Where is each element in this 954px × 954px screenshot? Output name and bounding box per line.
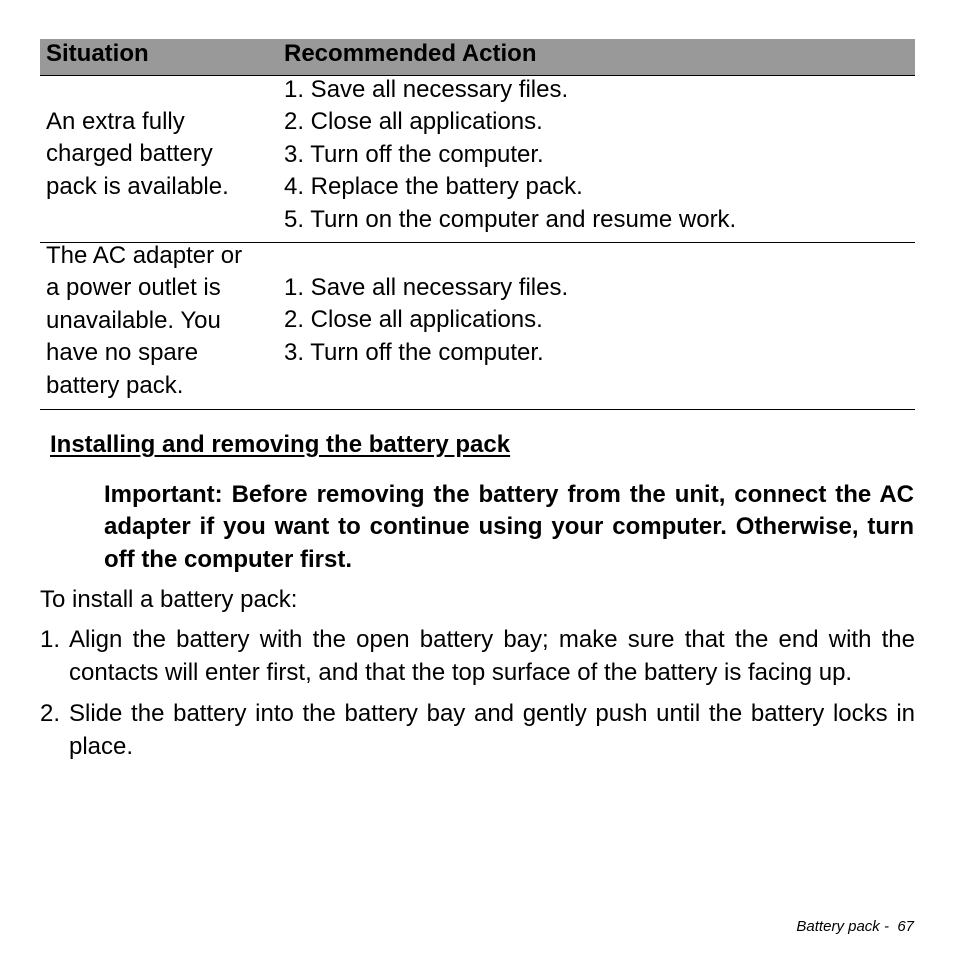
action-step: 1. Save all necessary files.	[284, 274, 569, 301]
step-text: Align the battery with the open battery bay; make sure that the end with the contacts will enter first, and that the top surface of the battery is facing up.	[69, 626, 915, 686]
situation-cell	[46, 240, 242, 402]
list-item	[40, 698, 915, 763]
table-row	[40, 243, 915, 410]
action-step: 2. Close all applications.	[284, 306, 543, 334]
step-text: Slide the battery into the battery bay and gently push until the battery locks in place.	[69, 700, 915, 760]
step-number: 1.	[40, 626, 61, 653]
situation-line: An extra fully	[46, 108, 185, 135]
action-step: 3. Turn off the computer.	[284, 140, 544, 168]
action-cell	[284, 272, 568, 369]
action-step: 4. Replace the battery pack.	[284, 173, 583, 201]
intro-text: To install a battery pack:	[40, 586, 298, 613]
install-steps-list	[40, 624, 915, 772]
action-cell	[284, 74, 736, 236]
list-item	[40, 624, 915, 689]
situation-cell	[46, 106, 229, 203]
situation-line: unavailable. You	[46, 306, 221, 334]
section-heading: Installing and removing the battery pack	[50, 431, 511, 458]
action-step: 2. Close all applications.	[284, 108, 543, 136]
action-step: 5. Turn on the computer and resume work.	[284, 205, 737, 233]
important-note: Important: Before removing the battery from the unit, connect the AC adapter if you want to continue using your computer. Otherwise, turn off the computer first.	[104, 481, 914, 573]
footer-section-name: Battery pack -	[796, 918, 889, 935]
situation-line: battery pack.	[46, 371, 184, 399]
header-situation: Situation	[46, 40, 149, 67]
action-step: 3. Turn off the computer.	[284, 338, 544, 366]
situation-line: a power outlet is	[46, 274, 221, 302]
table-row	[40, 76, 915, 243]
situation-line: pack is available.	[46, 172, 229, 200]
step-number: 2.	[40, 700, 61, 727]
situation-line: charged battery	[46, 140, 213, 168]
header-recommended-action: Recommended Action	[284, 40, 537, 67]
table-header	[40, 39, 915, 76]
action-step: 1. Save all necessary files.	[284, 76, 569, 103]
situation-line: The AC adapter or	[46, 242, 243, 269]
page-number: 67	[897, 918, 914, 935]
page-footer	[796, 917, 914, 937]
situation-action-table	[40, 39, 915, 410]
situation-line: have no spare	[46, 339, 199, 367]
